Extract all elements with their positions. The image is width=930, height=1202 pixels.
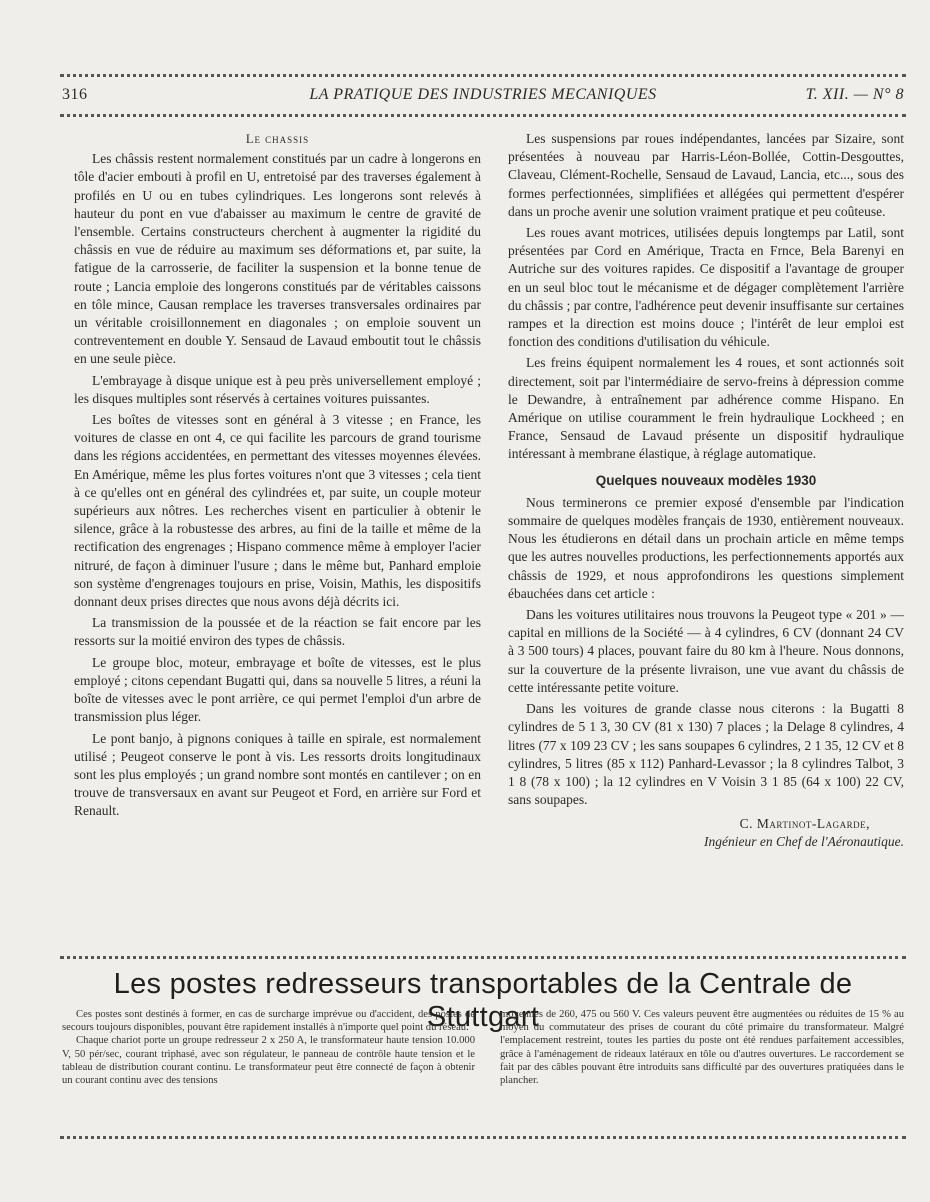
article-title: Les postes redresseurs transportables de la Centrale de Stuttgart <box>113 968 853 1033</box>
paragraph: Le groupe bloc, moteur, embrayage et boîte de vitesses, est le plus employé ; citons cependant Bugatti qui, dans sa nouvelle 5 litres, a réuni la boîte de vitesses avec le pont arrière, ce qui permet l'emploi d'un arbre de transmission plus léger. <box>74 654 481 725</box>
paragraph: L'embrayage à disque unique est à peu près universellement employé ; les disques multiples sont réservés à certaines voitures puissantes. <box>74 372 481 406</box>
paragraph: Ces postes sont destinés à former, en cas de surcharge imprévue ou d'accident, des postes de secours toujours disponibles, pouvant être rapidement installés à n'importe quel point du réseau. <box>62 1009 475 1034</box>
bottom-border <box>60 1136 906 1139</box>
article-separator <box>60 956 906 959</box>
top-border <box>60 74 906 77</box>
paragraph: Chaque chariot porte un groupe redresseur 2 x 250 A, le transformateur haute tension 10.000 V, 50 pér/sec, courant triphasé, avec son régulateur, le panneau de contrôle haute tension et le tableau de distribution courant continu. Le transformateur peut être connecté de façon à obtenir un courant continu avec des tensions <box>62 1035 475 1087</box>
subsection-heading: Quelques nouveaux modèles 1930 <box>595 472 817 488</box>
paragraph: Les roues avant motrices, utilisées depuis longtemps par Latil, sont présentées par Cord en Amérique, Tracta en Frnce, Bela Barenyi en Autriche sur des voitures rapides. Ce dispositif a l'avantage de grouper en un seul bloc tout le mécanisme et de dégager complètement l'arrière du châssis ; par contre, l'adhérence peut devenir insuffisante sur certaines rampes et la direction est moins douce ; l'intérêt de leur emploi est fonction des conditions d'utilisation du véhicule. <box>508 225 904 350</box>
article-left-column <box>62 1008 475 1087</box>
article-right-column <box>500 1008 904 1087</box>
paragraph: La transmission de la poussée et de la réaction se fait encore par les ressorts sur la moitié environ des types de châssis. <box>74 615 481 649</box>
author-name: C. Martinot-Lagarde, <box>739 816 870 832</box>
paragraph: Dans les voitures de grande classe nous citerons : la Bugatti 8 cylindres de 5 1 3, 30 CV (81 x 130) 7 places ; la Delage 8 cylindres, 4 litres (77 x 109 23 CV ; les sans soupapes 6 cylindres, 2 1 35, 12 CV et 8 cylindres, 5 litres (85 x 112) Panhard-Levassor ; la 8 cylindres Talbot, 3 1 8 (78 x 100) ; la 12 cylindres en V Voisin 3 1 85 (64 x 100) 22 CV, sans soupapes. <box>508 701 904 808</box>
paragraph: Les freins équipent normalement les 4 roues, et sont actionnés soit directement, soit par l'intermédiaire de servo-freins à dépression comme le Dewandre, à entraînement par adhérence comme Hispano. En Amérique on utilise couramment le frein hydraulique Lockheed ; en France, Sensaud de Lavaud présente un dispositif hydraulique intéressant à membrane élastique, à réglage automatique. <box>508 355 904 462</box>
paragraph: Dans les voitures utilitaires nous trouvons la Peugeot type « 201 » — capital en millions de la Société — à 4 cylindres, 6 CV (donnant 24 CV à 3 500 tours) 4 places, pouvant faire du 80 km à l'heure. Nous donnons, sur la couverture de la présente livraison, une vue avant du châssis de cette intéressante petite voiture. <box>508 607 904 695</box>
paragraph: Les châssis restent normalement constitués par un cadre à longerons en tôle d'acier embouti à profil en U, entretoisé par des traverses également à profilés en U ou en tubes cylindriques. Les longerons sont relevés à hauteur du pont en vue d'abaisser au maximum le centre de gravité de l'ensemble. Certains constructeurs cherchent à augmenter la rigidité du châssis en vue de réduire au maximum ses déformations et, par suite, la fatigue de la carrosserie, de faciliter la suspension et la bonne tenue de route ; Lancia emploie des longerons constitués par de véritables caissons en tôle mince, Causan remplace les traverses transversales ordinaires par un véritable croisillonnement en diagonales ; on emploie souvent un contreventement en double Y. Sensaud de Lavaud emboutit tout le châssis en une seule pièce. <box>74 151 481 367</box>
paragraph: Le pont banjo, à pignons coniques à taille en spirale, est normalement utilisé ; Peugeot conserve le pont à vis. Les ressorts droits longitudinaux sont les plus employés ; un grand nombre sont montés en cantilever ; on en trouve de transversaux en avant sur Peugeot et Ford, en arrière sur Ford et Renault. <box>74 730 481 819</box>
right-column <box>508 130 904 851</box>
left-column <box>74 130 481 824</box>
author-signature <box>508 815 904 851</box>
section-heading: Le chassis <box>245 132 310 146</box>
paragraph: moyennes de 260, 475 ou 560 V. Ces valeurs peuvent être augmentées ou réduites de 15 % au moyen du commutateur des prises de courant du côté primaire du transformateur. Malgré l'emplacement restreint, toutes les parties du poste ont été rendues parfaitement accessibles, grâce à l'aménagement de rideaux latéraux en tôle ou d'autres ouvertures. Le raccordement se fait par des câbles pouvant être introduits sans difficulté par des ouvertures pratiquées dans le plancher. <box>500 1009 904 1087</box>
page-number: 316 <box>62 86 88 103</box>
header-rule <box>60 114 906 117</box>
paragraph: Nous terminerons ce premier exposé d'ensemble par l'indication sommaire de quelques modèles français de 1930, entièrement nouveaux. Nous les étudierons en détail dans un prochain article en même temps que les autres nouvelles productions, les perfectionnements apportés aux châssis de 1929, et nous approfondirons les questions simplement ébauchées dans cet article : <box>508 494 904 601</box>
paragraph: Les suspensions par roues indépendantes, lancées par Sizaire, sont présentées à nouveau par Harris-Léon-Bollée, Cottin-Desgouttes, Claveau, Clément-Rochelle, Sensaud de Lavaud, Lancia, etc..., sous des formes perfectionnées, simplifiées et allégées qui permettent d'espérer dans un proche avenir une solution vraiment pratique et peu coûteuse. <box>508 131 904 219</box>
journal-title: LA PRATIQUE DES INDUSTRIES MECANIQUES <box>309 86 657 103</box>
paragraph: Les boîtes de vitesses sont en général à 3 vitesse ; en France, les voitures de classe en ont 4, ce qui facilite les parcours de grand tourisme dans les régions accidentées, en permettant des vitesses moyennes élevées. En Amérique, même les plus fortes voitures n'ont que 3 vitesses ; cela tient à ce qu'elles ont en général des cylindrées et, par suite, un couple moteur supérieurs aux nôtres. Les recherches visent en particulier à obtenir le silence, grâce à la robustesse des arbres, au fini de la taille et même de la rectification des engrenages ; Hispano commence même à employer l'acier nitruré, de façon à diminuer l'usure ; dans le même but, Panhard emploie son système d'engrenages toujours en prise, Voisin, Mathis, les dispositifs donnant deux prises directes que nous avons déjà décrits ici. <box>74 412 481 610</box>
volume-number: T. XII. — N° 8 <box>805 86 904 103</box>
author-title: Ingénieur en Chef de l'Aéronautique. <box>704 834 904 850</box>
running-header <box>62 86 904 108</box>
